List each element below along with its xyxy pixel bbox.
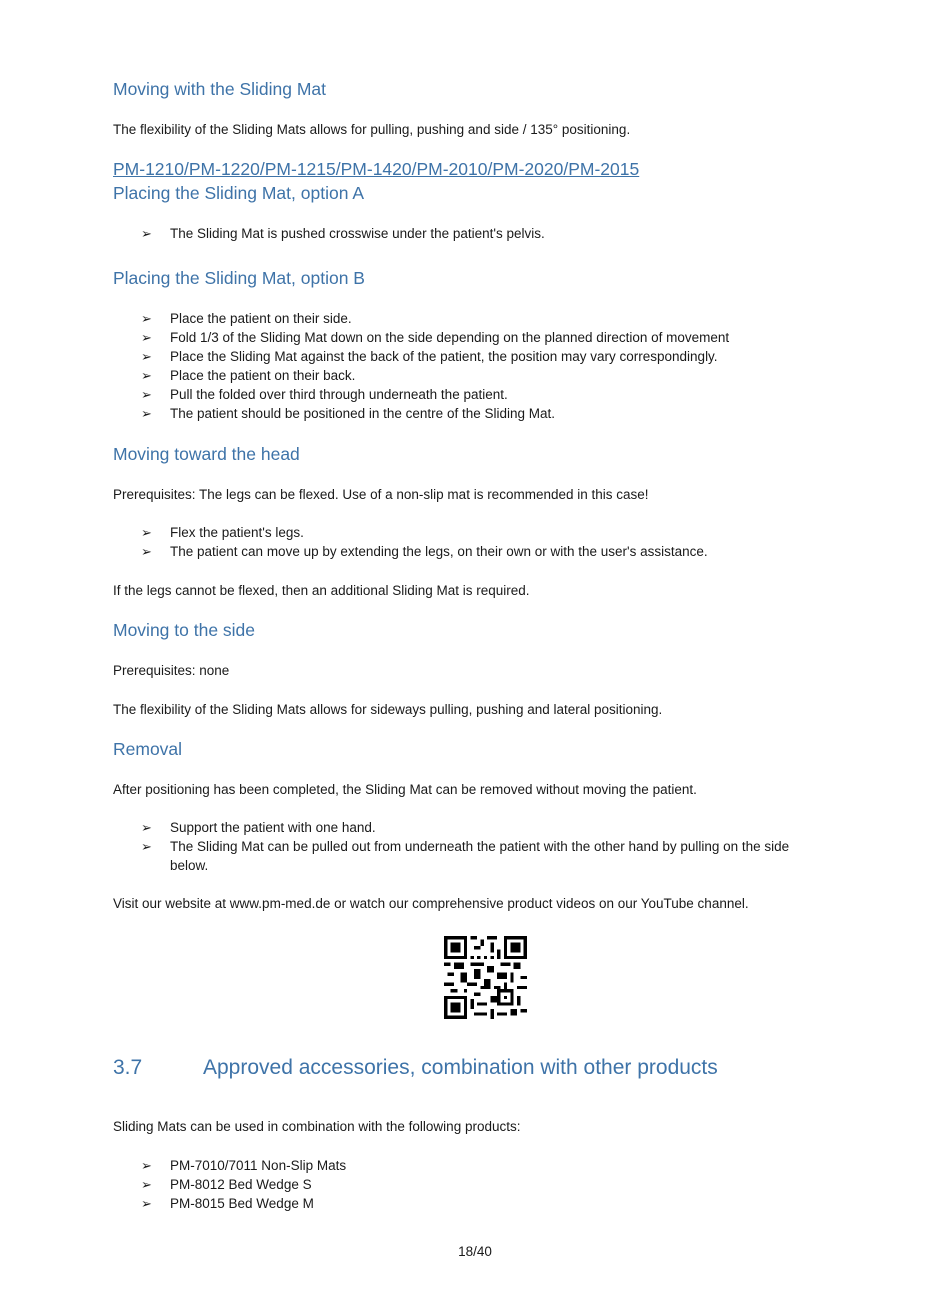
heading-accessories: Approved accessories, combination with other products: [203, 1056, 718, 1079]
visit-website-text: Visit our website at www.pm-med.de or watch our comprehensive product videos on our YouTube channel.: [113, 896, 749, 911]
toward-head-list: [113, 523, 820, 561]
arrow-bullet-icon: ➢: [141, 387, 152, 402]
list-item: ➢ PM-8012 Bed Wedge S: [141, 1177, 312, 1192]
heading-option-a: Placing the Sliding Mat, option A: [113, 183, 364, 203]
arrow-bullet-icon: ➢: [141, 349, 152, 364]
page-number: 18/40: [458, 1244, 492, 1259]
arrow-bullet-icon: ➢: [141, 839, 152, 854]
arrow-bullet-icon: ➢: [141, 1196, 152, 1211]
list-item: ➢ Place the patient on their back.: [141, 368, 356, 383]
heading-moving-with-mat: Moving with the Sliding Mat: [113, 79, 327, 99]
product-models-link[interactable]: PM-1210/PM-1220/PM-1215/PM-1420/PM-2010/PM-2020/PM-2015: [113, 159, 640, 179]
arrow-bullet-icon: ➢: [141, 330, 152, 345]
list-item: ➢ Place the Sliding Mat against the back of the patient, the position may vary correspondingly.: [141, 349, 718, 364]
arrow-bullet-icon: ➢: [141, 1177, 152, 1192]
heading-removal: Removal: [113, 739, 183, 759]
list-item: ➢ The patient should be positioned in the centre of the Sliding Mat.: [141, 406, 556, 421]
list-item: ➢ PM-8015 Bed Wedge M: [141, 1196, 314, 1211]
note-toward-head: If the legs cannot be flexed, then an additional Sliding Mat is required.: [113, 583, 530, 598]
list-item: ➢ Pull the folded over third through underneath the patient.: [141, 387, 508, 402]
arrow-bullet-icon: ➢: [141, 406, 152, 421]
prereq-toward-head: Prerequisites: The legs can be flexed. Use of a non-slip mat is recommended in this case!: [113, 487, 649, 502]
section-number: 3.7: [113, 1056, 143, 1079]
option-a-list: [113, 224, 820, 243]
heading-toward-head: Moving toward the head: [113, 444, 300, 464]
accessories-list: [113, 1156, 820, 1213]
arrow-bullet-icon: ➢: [141, 544, 152, 559]
option-b-list: [113, 309, 820, 423]
arrow-bullet-icon: ➢: [141, 311, 152, 326]
list-item: ➢ The patient can move up by extending the legs, on their own or with the user's assistance.: [141, 544, 708, 559]
text-removal: After positioning has been completed, the Sliding Mat can be removed without moving the patient.: [113, 782, 697, 797]
arrow-bullet-icon: ➢: [141, 1158, 152, 1173]
list-item: ➢ PM-7010/7011 Non-Slip Mats: [141, 1158, 347, 1173]
arrow-bullet-icon: ➢: [141, 820, 152, 835]
intro-accessories: Sliding Mats can be used in combination with the following products:: [113, 1119, 521, 1134]
arrow-bullet-icon: ➢: [141, 525, 152, 540]
list-item: ➢ Flex the patient's legs.: [141, 525, 304, 540]
arrow-bullet-icon: ➢: [141, 368, 152, 383]
arrow-bullet-icon: ➢: [141, 226, 152, 241]
heading-to-side: Moving to the side: [113, 620, 256, 640]
list-item: ➢ Support the patient with one hand.: [141, 820, 376, 835]
intro-moving-with-mat: The flexibility of the Sliding Mats allows for pulling, pushing and side / 135° positioning.: [113, 122, 631, 137]
youtube-qr-code-icon[interactable]: [444, 936, 527, 1019]
prereq-to-side: Prerequisites: none: [113, 663, 230, 678]
heading-option-b: Placing the Sliding Mat, option B: [113, 268, 365, 288]
list-item: ➢ Fold 1/3 of the Sliding Mat down on the side depending on the planned direction of movement: [141, 330, 730, 345]
text-to-side: The flexibility of the Sliding Mats allows for sideways pulling, pushing and lateral positioning.: [113, 702, 663, 717]
removal-list: [113, 818, 820, 875]
list-item: ➢ The Sliding Mat is pushed crosswise under the patient's pelvis.: [141, 226, 545, 241]
list-item: ➢ Place the patient on their side.: [141, 311, 352, 326]
list-item: ➢ The Sliding Mat can be pulled out from underneath the patient with the other hand by pulling on the side below.: [141, 839, 790, 873]
